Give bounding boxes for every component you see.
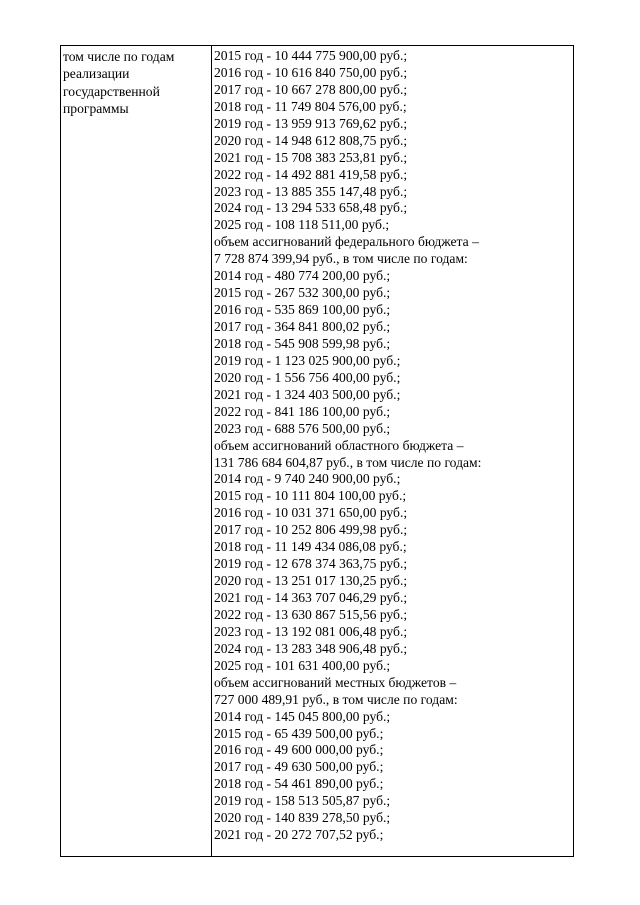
text-line: объем ассигнований областного бюджета – (214, 437, 464, 453)
text-line: 2022 год - 13 630 867 515,56 руб.; (214, 606, 408, 622)
text-line: 2017 год - 10 667 278 800,00 руб.; (214, 81, 408, 97)
text-line: 2018 год - 11 149 434 086,08 руб.; (214, 539, 407, 555)
text-line: 2015 год - 10 111 804 100,00 руб.; (214, 488, 407, 504)
table-cell-values (212, 46, 573, 856)
text-line: объем ассигнований местных бюджетов – (214, 674, 457, 690)
text-line: 2021 год - 1 324 403 500,00 руб.; (214, 386, 401, 402)
text-line: 2021 год - 14 363 707 046,29 руб.; (214, 590, 408, 605)
text-line: 2014 год - 480 774 200,00 руб.; (214, 268, 391, 284)
text-line: 2015 год - 10 444 775 900,00 руб.; (214, 48, 408, 63)
text-line: 2015 год - 65 439 500,00 руб.; (214, 725, 384, 741)
text-line: том числе по годам (63, 49, 175, 64)
text-line: 2023 год - 13 192 081 006,48 руб.; (214, 623, 408, 639)
text-line: 2021 год - 15 708 383 253,81 руб.; (214, 149, 408, 165)
text-line: 2014 год - 9 740 240 900,00 руб.; (214, 471, 401, 487)
text-line: 2017 год - 364 841 800,02 руб.; (214, 319, 391, 334)
text-line: 2025 год - 108 118 511,00 руб.; (214, 217, 390, 233)
text-line: 2024 год - 13 294 533 658,48 руб.; (214, 200, 408, 216)
text-line: государственной (63, 83, 160, 99)
table-cell-label (61, 46, 212, 856)
text-line: 2022 год - 14 492 881 419,58 руб.; (214, 166, 408, 182)
text-line: 2022 год - 841 186 100,00 руб.; (214, 403, 391, 419)
text-line: 2018 год - 54 461 890,00 руб.; (214, 776, 384, 792)
text-line: 2023 год - 688 576 500,00 руб.; (214, 420, 391, 436)
text-line: программы (63, 100, 129, 116)
text-line: 2020 год - 14 948 612 808,75 руб.; (214, 132, 408, 148)
text-line: 2019 год - 13 959 913 769,62 руб.; (214, 115, 408, 131)
text-line: 7 728 874 399,94 руб., в том числе по годам: (214, 251, 468, 267)
text-line: 2025 год - 101 631 400,00 руб.; (214, 657, 391, 673)
text-line: 2021 год - 20 272 707,52 руб.; (214, 827, 384, 843)
text-line: 2017 год - 10 252 806 499,98 руб.; (214, 522, 408, 538)
text-line: 2019 год - 12 678 374 363,75 руб.; (214, 556, 408, 572)
text-line: 2024 год - 13 283 348 906,48 руб.; (214, 640, 408, 656)
document-table (60, 45, 574, 857)
text-line: объем ассигнований федерального бюджета – (214, 234, 479, 250)
text-line: 2016 год - 10 616 840 750,00 руб.; (214, 64, 408, 80)
text-line: 2016 год - 10 031 371 650,00 руб.; (214, 505, 408, 521)
text-line: 2020 год - 1 556 756 400,00 руб.; (214, 369, 401, 385)
text-line: 2019 год - 1 123 025 900,00 руб.; (214, 352, 401, 368)
text-line: 727 000 489,91 руб., в том числе по годам: (214, 691, 458, 707)
text-line: 2018 год - 11 749 804 576,00 руб.; (214, 98, 407, 114)
text-line: 131 786 684 604,87 руб., в том числе по годам: (214, 454, 482, 470)
text-line: 2016 год - 49 600 000,00 руб.; (214, 742, 384, 758)
text-line: реализации (63, 66, 130, 82)
text-line: 2015 год - 267 532 300,00 руб.; (214, 285, 391, 301)
text-line: 2019 год - 158 513 505,87 руб.; (214, 793, 391, 809)
text-line: 2016 год - 535 869 100,00 руб.; (214, 302, 391, 318)
text-line: 2018 год - 545 908 599,98 руб.; (214, 335, 391, 351)
text-line: 2020 год - 140 839 278,50 руб.; (214, 810, 391, 826)
text-line: 2020 год - 13 251 017 130,25 руб.; (214, 573, 408, 589)
text-line: 2023 год - 13 885 355 147,48 руб.; (214, 183, 408, 199)
text-line: 2017 год - 49 630 500,00 руб.; (214, 759, 384, 775)
text-line: 2014 год - 145 045 800,00 руб.; (214, 708, 391, 724)
